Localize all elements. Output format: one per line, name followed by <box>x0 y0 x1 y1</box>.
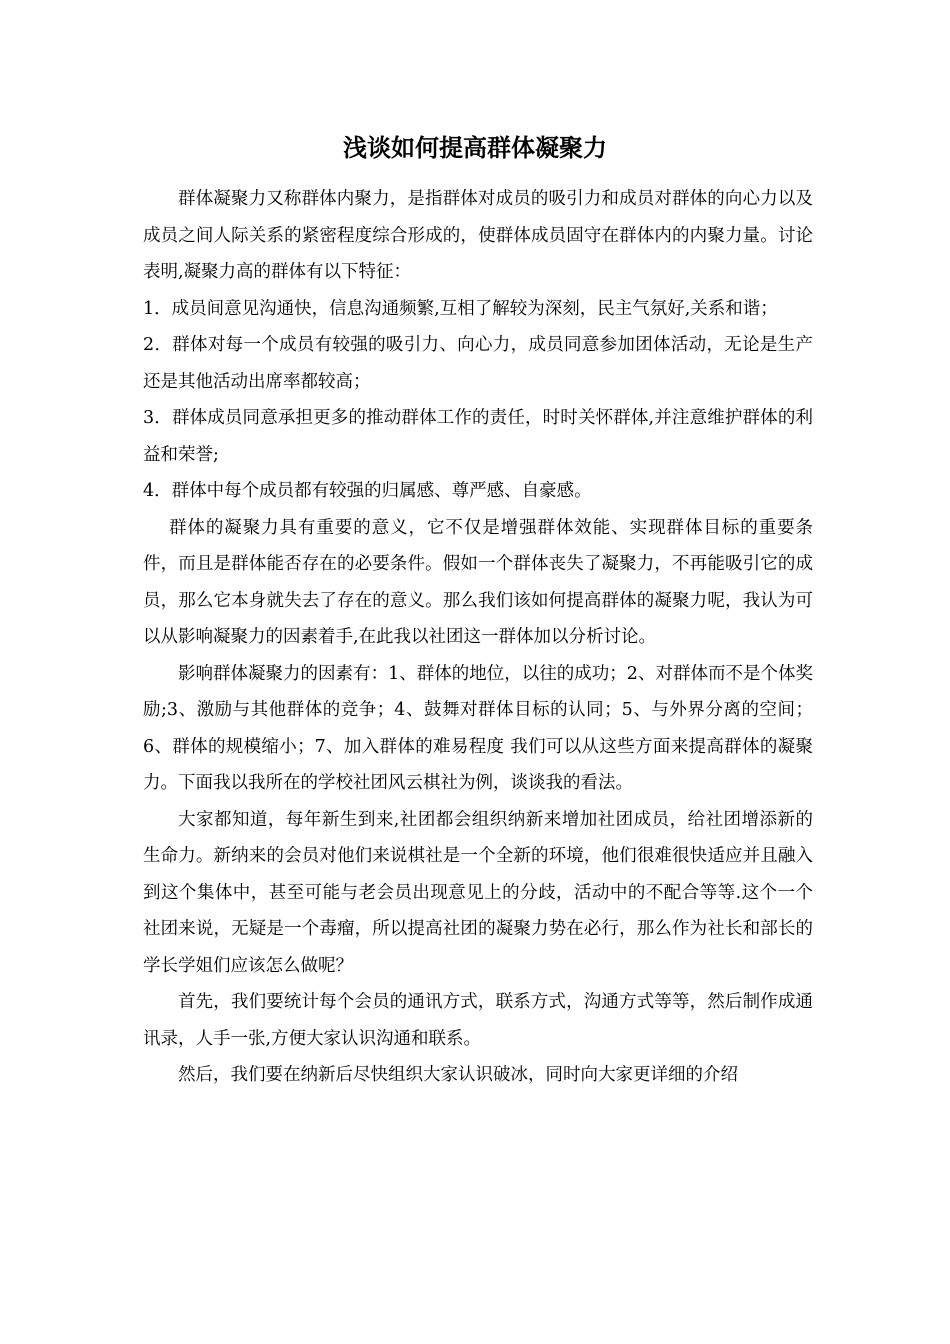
document-body <box>143 181 813 1094</box>
document-title: 浅谈如何提高群体凝聚力 <box>343 134 607 162</box>
paragraph-first-step: 首先，我们要统计每个会员的通讯方式，联系方式，沟通方式等等，然后制作成通讯录，人手一张,方便大家认识沟通和联系。 <box>143 992 813 1049</box>
paragraph-intro: 群体凝聚力又称群体内聚力，是指群体对成员的吸引力和成员对群体的向心力以及成员之间人际关系的紧密程度综合形成的，使群体成员固守在群体内的内聚力量。讨论表明,凝聚力高的群体有以下特征： <box>143 189 813 282</box>
list-item-3: 3．群体成员同意承担更多的推动群体工作的责任，时时关怀群体,并注意维护群体的利益和荣誉; <box>143 408 813 465</box>
paragraph-factors: 影响群体凝聚力的因素有：1、群体的地位，以往的成功；2、对群体而不是个体奖励;3、激励与其他群体的竞争；4、鼓舞对群体目标的认同；5、与外界分离的空间；6、群体的规模缩小；7、加入群体的难易程度 我们可以从这些方面来提高群体的凝聚力。下面我以我所在的学校社团风云棋社为例，谈谈我的看法。 <box>143 663 813 793</box>
paragraph-significance: 群体的凝聚力具有重要的意义，它不仅是增强群体效能、实现群体目标的重要条件，而且是群体能否存在的必要条件。假如一个群体丧失了凝聚力，不再能吸引它的成员，那么它本身就失去了存在的意义。那么我们该如何提高群体的凝聚力呢，我认为可以从影响凝聚力的因素着手,在此我以社团这一群体加以分析讨论。 <box>143 517 813 647</box>
list-item-4: 4．群体中每个成员都有较强的归属感、尊严感、自豪感。 <box>143 481 592 501</box>
paragraph-new-members: 大家都知道，每年新生到来,社团都会组织纳新来增加社团成员，给社团增添新的生命力。新纳来的会员对他们来说棋社是一个全新的环境，他们很难很快适应并且融入到这个集体中，甚至可能与老会员出现意见上的分歧，活动中的不配合等等.这个一个社团来说，无疑是一个毒瘤，所以提高社团的凝聚力势在必行，那么作为社长和部长的学长学姐们应该怎么做呢？ <box>143 809 813 976</box>
list-item-2: 2．群体对每一个成员有较强的吸引力、向心力，成员同意参加团体活动，无论是生产还是其他活动出席率都较高； <box>143 335 813 392</box>
list-item-1: 1．成员间意见沟通快，信息沟通频繁,互相了解较为深刻，民主气氛好,关系和谐； <box>143 298 778 319</box>
paragraph-second-step: 然后，我们要在纳新后尽快组织大家认识破冰，同时向大家更详细的介绍 <box>178 1065 738 1085</box>
